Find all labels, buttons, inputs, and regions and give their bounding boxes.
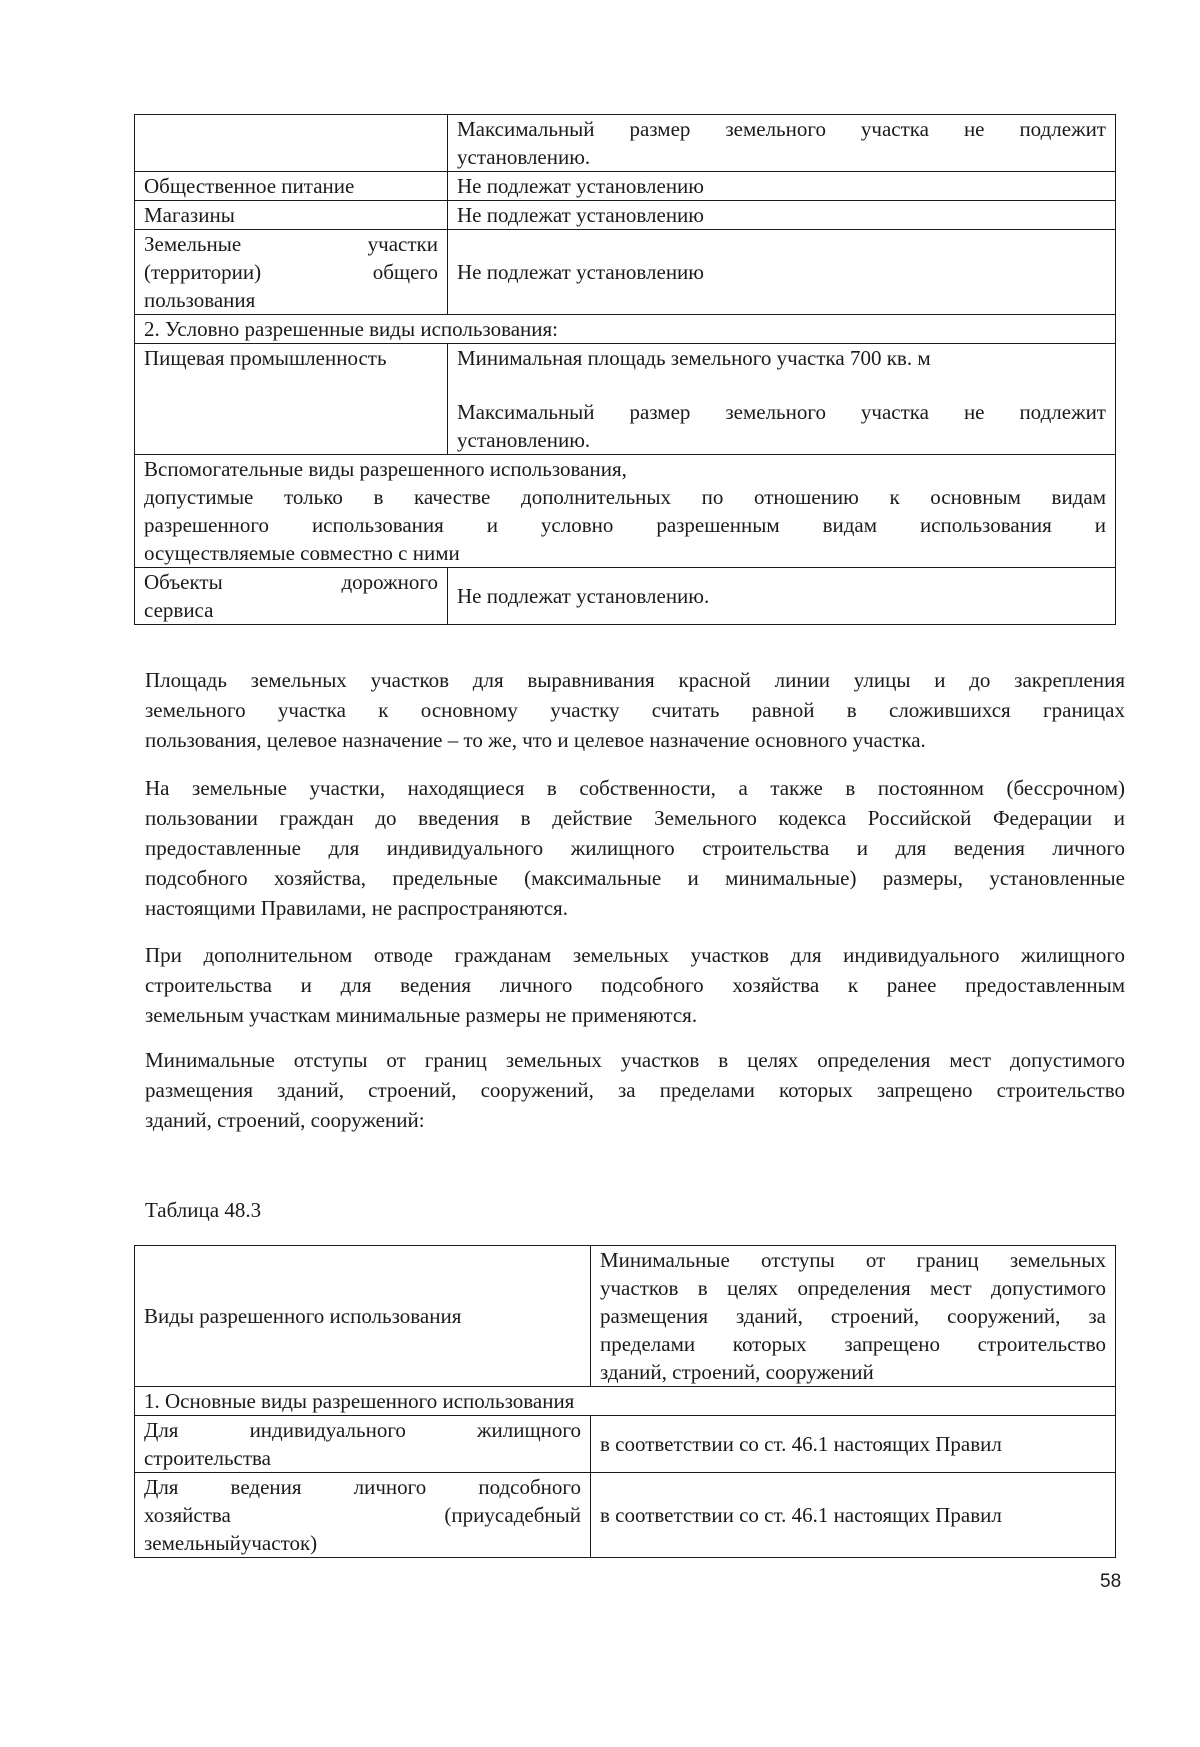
cell-text: хозяйства (приусадебный [144, 1503, 581, 1527]
paragraph-line: При дополнительном отводе гражданам земельных участков для индивидуального жилищного [145, 943, 1125, 967]
table-cell: Не подлежат установлению [448, 172, 1116, 201]
table-cell: Пищевая промышленность [135, 344, 448, 455]
cell-text: Для индивидуального жилищного [144, 1418, 581, 1442]
paragraph-line: земельным участкам минимальные размеры не применяются. [145, 1003, 698, 1027]
paragraph-line: земельного участка к основному участку считать равной в сложившихся границах [145, 698, 1125, 722]
paragraph [145, 940, 1125, 1030]
table-cell [448, 115, 1116, 172]
cell-text: Земельные участки [144, 232, 438, 256]
table-row [135, 201, 1116, 230]
cell-text: строительства [144, 1446, 272, 1470]
spacer [457, 372, 1106, 398]
cell-text: установлению. [457, 428, 591, 452]
paragraph-line: зданий, строений, сооружений: [145, 1108, 425, 1132]
paragraph-line: предоставленные для индивидуального жилищного строительства и для ведения личного [145, 836, 1125, 860]
table-row [135, 1473, 1116, 1558]
paragraph-line: размещения зданий, строений, сооружений, за пределами которых запрещено строительство [145, 1078, 1125, 1102]
cell-text: пределами которых запрещено строительство [600, 1332, 1106, 1356]
table-row [135, 1416, 1116, 1473]
table-cell: в соответствии со ст. 46.1 настоящих Правил [591, 1473, 1116, 1558]
table-row [135, 172, 1116, 201]
paragraph-line: Площадь земельных участков для выравнивания красной линии улицы и до закрепления [145, 668, 1125, 692]
paragraph-line: настоящими Правилами, не распространяются. [145, 896, 568, 920]
section-heading: 1. Основные виды разрешенного использования [135, 1387, 1116, 1416]
section-row [135, 1387, 1116, 1416]
cell-text: участков в целях определения мест допустимого [600, 1276, 1106, 1300]
table-cell [135, 1473, 591, 1558]
cell-text: осуществляемые совместно с ними [144, 541, 460, 565]
land-use-table-continued [134, 114, 1116, 625]
column-header: Виды разрешенного использования [135, 1246, 591, 1387]
table-cell [135, 1416, 591, 1473]
table-cell [135, 115, 448, 172]
table-cell [135, 230, 448, 315]
paragraph-line: Минимальные отступы от границ земельных участков в целях определения мест допустимого [145, 1048, 1125, 1072]
paragraph-line: подсобного хозяйства, предельные (максимальные и минимальные) размеры, установленные [145, 866, 1125, 890]
table-row [135, 115, 1116, 172]
table-row [135, 230, 1116, 315]
table-cell: Общественное питание [135, 172, 448, 201]
cell-text: установлению. [457, 145, 591, 169]
paragraph-line: строительства и для ведения личного подсобного хозяйства к ранее предоставленным [145, 973, 1125, 997]
table-cell: Не подлежат установлению. [448, 568, 1116, 625]
table-caption: Таблица 48.3 [145, 1198, 262, 1222]
table-cell: в соответствии со ст. 46.1 настоящих Правил [591, 1416, 1116, 1473]
table-cell: Не подлежат установлению [448, 230, 1116, 315]
cell-text: Минимальные отступы от границ земельных [600, 1248, 1106, 1272]
cell-text: пользования [144, 288, 256, 312]
cell-text: размещения зданий, строений, сооружений, за [600, 1304, 1106, 1328]
column-header [591, 1246, 1116, 1387]
table-cell [135, 568, 448, 625]
paragraph-line: пользования, целевое назначение – то же, что и целевое назначение основного участка. [145, 728, 926, 752]
table-row [135, 568, 1116, 625]
setback-table [134, 1245, 1116, 1558]
paragraph [145, 773, 1125, 923]
paragraph-line: На земельные участки, находящиеся в собственности, а также в постоянном (бессрочном) [145, 776, 1125, 800]
section-row [135, 315, 1116, 344]
section-row [135, 455, 1116, 568]
cell-text: разрешенного использования и условно разрешенным видам использования и [144, 513, 1106, 537]
table-row [135, 344, 1116, 455]
cell-text: зданий, строений, сооружений [600, 1360, 874, 1384]
table-cell: Не подлежат установлению [448, 201, 1116, 230]
cell-text: сервиса [144, 598, 214, 622]
paragraph [145, 1045, 1125, 1135]
page-number: 58 [1100, 1571, 1122, 1592]
section-heading [135, 455, 1116, 568]
cell-text: Вспомогательные виды разрешенного использования, [144, 457, 627, 481]
cell-text: допустимые только в качестве дополнительных по отношению к основным видам [144, 485, 1106, 509]
section-heading: 2. Условно разрешенные виды использования: [135, 315, 1116, 344]
table-cell [448, 344, 1116, 455]
cell-text: Максимальный размер земельного участка не подлежит [457, 117, 1106, 141]
cell-text: Минимальная площадь земельного участка 700 кв. м [457, 346, 931, 370]
paragraph-line: пользовании граждан до введения в действие Земельного кодекса Российской Федерации и [145, 806, 1125, 830]
cell-text: (территории) общего [144, 260, 438, 284]
cell-text: Максимальный размер земельного участка не подлежит [457, 400, 1106, 424]
paragraph [145, 665, 1125, 755]
cell-text: Для ведения личного подсобного [144, 1475, 581, 1499]
table-header-row [135, 1246, 1116, 1387]
table-cell: Магазины [135, 201, 448, 230]
cell-text: Объекты дорожного [144, 570, 438, 594]
cell-text: земельныйучасток) [144, 1531, 318, 1555]
